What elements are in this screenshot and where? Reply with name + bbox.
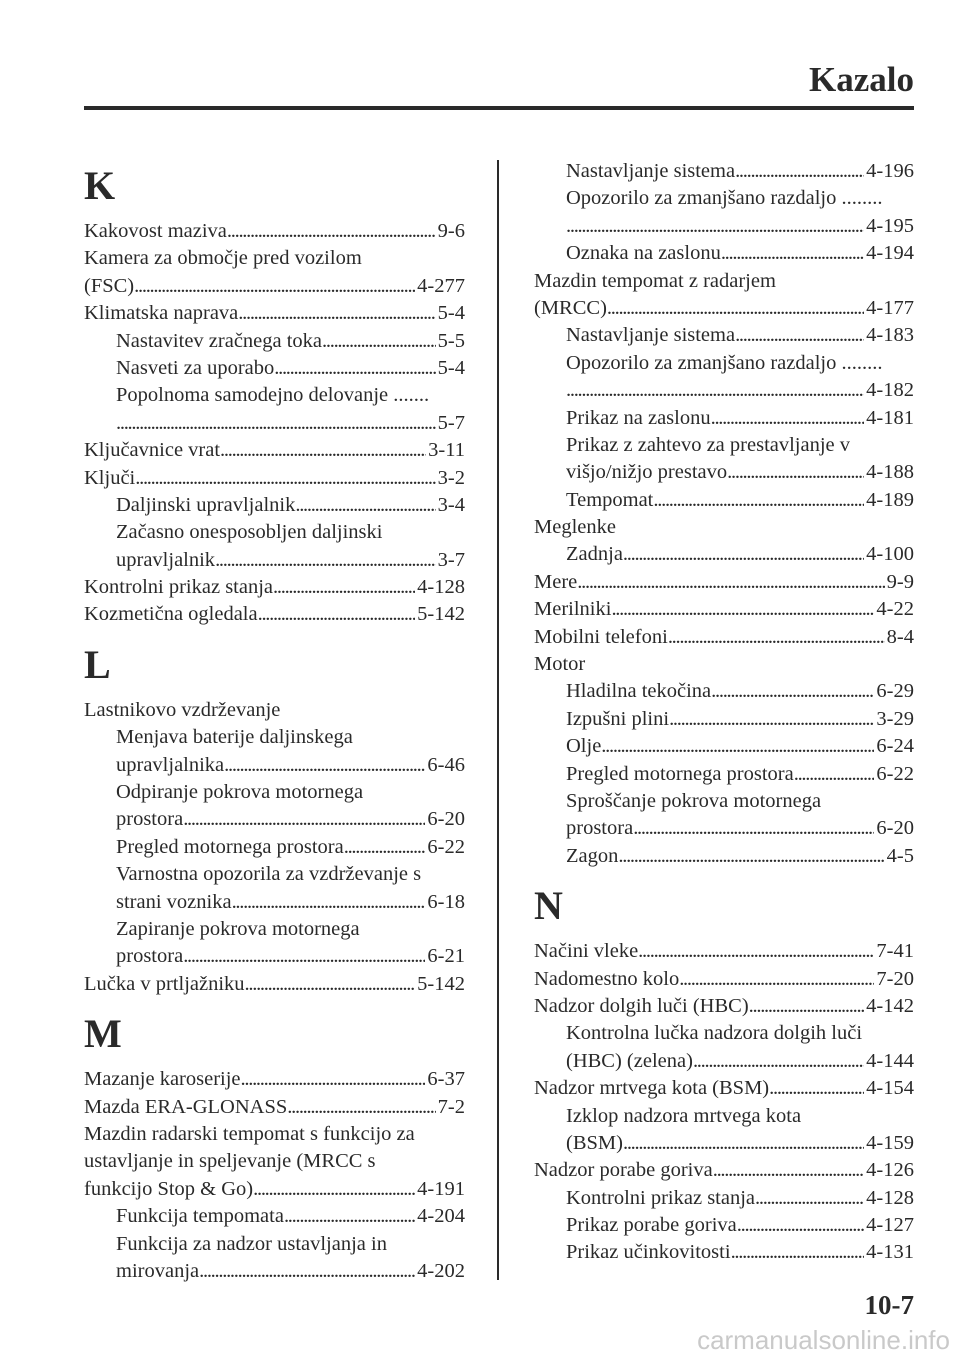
index-subentry bbox=[534, 815, 914, 842]
entry-term: Zapiranje pokrova motornega bbox=[116, 917, 360, 940]
entry-page-ref: 4-131 bbox=[866, 1241, 914, 1264]
index-subentry bbox=[84, 861, 465, 888]
entry-term: Prikaz učinkovitosti bbox=[566, 1241, 731, 1264]
entry-page-ref: 9-9 bbox=[886, 570, 914, 593]
entry-page-ref: 9-6 bbox=[437, 220, 465, 242]
dot-leader bbox=[611, 596, 874, 623]
entry-page-ref: 3-29 bbox=[876, 707, 914, 730]
entry-page-ref: 4-194 bbox=[866, 242, 914, 265]
entry-term: Oznaka na zaslonu bbox=[566, 242, 721, 265]
entry-page-ref: 7-2 bbox=[437, 1095, 465, 1118]
entry-page-ref: 4-195 bbox=[866, 214, 914, 237]
index-entry bbox=[84, 601, 465, 628]
dot-leader bbox=[653, 487, 864, 514]
entry-term: Nastavitev zračnega toka bbox=[116, 329, 323, 352]
index-entry bbox=[84, 218, 465, 245]
entry-term: Nasveti za uporabo bbox=[116, 356, 275, 379]
entry-term: Nadzor porabe goriva bbox=[534, 1159, 713, 1182]
dot-leader bbox=[322, 328, 436, 355]
dot-leader bbox=[633, 815, 874, 842]
index-entry bbox=[84, 1121, 465, 1148]
index-entry bbox=[84, 1094, 465, 1121]
entry-term: (HBC) (zelena) bbox=[566, 1049, 693, 1072]
entry-term: funkcijo Stop & Go) bbox=[84, 1177, 254, 1200]
index-subentry bbox=[534, 1185, 914, 1212]
entry-page-ref: 4-204 bbox=[417, 1205, 465, 1228]
entry-page-ref: 3-11 bbox=[428, 439, 465, 462]
index-entry bbox=[84, 697, 465, 724]
dot-leader bbox=[669, 706, 874, 733]
column-divider bbox=[497, 160, 499, 1280]
dot-leader bbox=[220, 437, 426, 464]
dot-leader bbox=[227, 218, 436, 245]
index-subentry bbox=[84, 1231, 465, 1258]
entry-page-ref: 5-4 bbox=[437, 356, 465, 379]
entry-term: Prikaz porabe goriva bbox=[566, 1214, 737, 1237]
entry-term: Popolnoma samodejno delovanje ....... bbox=[116, 384, 430, 407]
index-subentry bbox=[534, 377, 914, 404]
entry-page-ref: 4-128 bbox=[417, 576, 465, 599]
dot-leader bbox=[693, 1048, 864, 1075]
index-subentry bbox=[534, 733, 914, 760]
entry-term: Nadzor mrtvega kota (BSM) bbox=[534, 1077, 770, 1100]
dot-leader bbox=[241, 1066, 426, 1093]
entry-page-ref: 5-5 bbox=[437, 329, 465, 352]
index-subentry bbox=[84, 355, 465, 382]
entry-term: Izpušni plini bbox=[566, 707, 670, 730]
entry-page-ref: 4-191 bbox=[417, 1177, 465, 1200]
entry-page-ref: 4-189 bbox=[866, 488, 914, 511]
dot-leader bbox=[238, 300, 435, 327]
entry-page-ref: 6-20 bbox=[427, 808, 465, 831]
index-entry bbox=[84, 437, 465, 464]
entry-term: Zagon bbox=[566, 844, 619, 867]
dot-leader bbox=[721, 240, 864, 267]
entry-term: Odpiranje pokrova motornega bbox=[116, 781, 364, 804]
dot-leader bbox=[344, 834, 426, 861]
entry-page-ref: 4-22 bbox=[876, 598, 914, 621]
entry-page-ref: 3-7 bbox=[437, 548, 465, 571]
dot-leader bbox=[727, 459, 864, 486]
dot-leader bbox=[258, 601, 416, 628]
index-subentry bbox=[534, 788, 914, 815]
entry-term: Varnostna opozorila za vzdrževanje s bbox=[116, 863, 422, 886]
entry-term: Kozmetična ogledala bbox=[84, 603, 258, 626]
entry-term: ustavljanje in speljevanje (MRCC s bbox=[84, 1150, 376, 1173]
index-subentry bbox=[84, 943, 465, 970]
index-entry bbox=[534, 938, 914, 965]
entry-term: Daljinski upravljalnik bbox=[116, 493, 296, 516]
entry-term: Kakovost maziva bbox=[84, 220, 227, 242]
index-subentry bbox=[84, 547, 465, 574]
dot-leader bbox=[668, 624, 885, 651]
index-entry bbox=[534, 1075, 914, 1102]
entry-page-ref: 7-41 bbox=[876, 940, 914, 963]
entry-page-ref: 4-144 bbox=[866, 1049, 914, 1072]
dot-leader bbox=[769, 1075, 864, 1102]
dot-leader bbox=[566, 213, 864, 240]
index-subentry bbox=[534, 185, 914, 212]
dot-leader bbox=[711, 678, 874, 705]
index-entry bbox=[534, 596, 914, 623]
index-entry bbox=[534, 966, 914, 993]
index-entry bbox=[84, 245, 465, 272]
index-entry bbox=[84, 465, 465, 492]
entry-term: Kontrolni prikaz stanja bbox=[84, 576, 274, 599]
entry-page-ref: 4-159 bbox=[866, 1131, 914, 1154]
entry-term: Začasno onesposobljen daljinski bbox=[116, 521, 383, 544]
index-subentry bbox=[84, 889, 465, 916]
entry-page-ref: 4-182 bbox=[866, 379, 914, 402]
entry-term: višjo/nižjo prestavo bbox=[566, 461, 728, 484]
entry-term: (FSC) bbox=[84, 274, 135, 297]
entry-term: strani voznika bbox=[116, 890, 232, 913]
index-subentry bbox=[534, 678, 914, 705]
entry-term: Kamera za območje pred vozilom bbox=[84, 247, 362, 270]
entry-page-ref: 4-126 bbox=[866, 1159, 914, 1182]
dot-leader bbox=[755, 1185, 864, 1212]
index-subentry bbox=[84, 916, 465, 943]
entry-page-ref: 7-20 bbox=[876, 967, 914, 990]
entry-term: Mazanje karoserije bbox=[84, 1068, 241, 1091]
entry-page-ref: 6-22 bbox=[876, 762, 914, 785]
entry-term: Opozorilo za zmanjšano razdaljo ........ bbox=[566, 187, 883, 210]
entry-term: Olje bbox=[566, 735, 602, 758]
dot-leader bbox=[183, 943, 425, 970]
page-title: Kazalo bbox=[809, 60, 914, 99]
dot-leader bbox=[253, 1176, 415, 1203]
index-subentry bbox=[84, 519, 465, 546]
index-subentry bbox=[534, 843, 914, 870]
page-number: 10-7 bbox=[864, 1290, 914, 1320]
entry-page-ref: 4-196 bbox=[866, 160, 914, 182]
entry-page-ref: 4-127 bbox=[866, 1214, 914, 1237]
entry-page-ref: 5-142 bbox=[417, 972, 465, 995]
index-subentry bbox=[534, 1212, 914, 1239]
entry-term: Kontrolna lučka nadzora dolgih luči bbox=[566, 1022, 863, 1045]
index-subentry bbox=[534, 158, 914, 185]
entry-term: prostora bbox=[566, 817, 634, 840]
entry-page-ref: 4-183 bbox=[866, 324, 914, 347]
entry-page-ref: 4-154 bbox=[866, 1077, 914, 1100]
entry-page-ref: 4-5 bbox=[886, 844, 914, 867]
index-subentry bbox=[534, 213, 914, 240]
index-subentry bbox=[534, 1103, 914, 1130]
index-subentry bbox=[534, 1130, 914, 1157]
index-entry bbox=[84, 273, 465, 300]
entry-page-ref: 5-4 bbox=[437, 302, 465, 325]
index-entry bbox=[84, 574, 465, 601]
entry-term: upravljalnik bbox=[116, 548, 216, 571]
index-subentry bbox=[534, 1020, 914, 1047]
entry-term: Mazda ERA-GLONASS bbox=[84, 1095, 288, 1118]
dot-leader bbox=[794, 761, 875, 788]
entry-page-ref: 6-18 bbox=[427, 890, 465, 913]
entry-term: Ključavnice vrat bbox=[84, 439, 221, 462]
entry-term: Funkcija za nadzor ustavljanja in bbox=[116, 1232, 387, 1255]
watermark: carmanualsonline.info bbox=[697, 1325, 950, 1355]
entry-term: Menjava baterije daljinskega bbox=[116, 726, 353, 749]
index-entry bbox=[534, 514, 914, 541]
entry-term: Tempomat bbox=[566, 488, 654, 511]
entry-page-ref: 4-128 bbox=[866, 1186, 914, 1209]
index-subentry bbox=[84, 1203, 465, 1230]
entry-page-ref: 6-37 bbox=[427, 1068, 465, 1091]
index-subentry bbox=[84, 328, 465, 355]
entry-page-ref: 4-100 bbox=[866, 543, 914, 566]
dot-leader bbox=[295, 492, 435, 519]
section-letter: L bbox=[84, 641, 111, 687]
entry-page-ref: 4-202 bbox=[417, 1259, 465, 1282]
entry-term: Motor bbox=[534, 653, 586, 676]
entry-page-ref: 6-22 bbox=[427, 835, 465, 858]
index-subentry bbox=[534, 761, 914, 788]
index-entry bbox=[84, 971, 465, 998]
index-subentry bbox=[534, 322, 914, 349]
entry-page-ref: 6-20 bbox=[876, 817, 914, 840]
entry-term: mirovanja bbox=[116, 1259, 200, 1282]
index-subentry bbox=[534, 240, 914, 267]
index-entry bbox=[84, 1176, 465, 1203]
entry-page-ref: 4-177 bbox=[866, 296, 914, 319]
dot-leader bbox=[749, 993, 865, 1020]
entry-term: prostora bbox=[116, 945, 184, 968]
entry-term: Nastavljanje sistema bbox=[566, 160, 736, 182]
index-subentry bbox=[534, 706, 914, 733]
entry-term: (MRCC) bbox=[534, 296, 607, 319]
index-subentry bbox=[534, 405, 914, 432]
dot-leader bbox=[735, 322, 864, 349]
dot-leader bbox=[287, 1094, 435, 1121]
entry-page-ref: 4-142 bbox=[866, 994, 914, 1017]
index-subentry bbox=[84, 492, 465, 519]
index-entry bbox=[84, 300, 465, 327]
index-subentry bbox=[534, 432, 914, 459]
index-entry bbox=[84, 1148, 465, 1175]
entry-term: Zadnja bbox=[566, 543, 623, 566]
entry-page-ref: 4-188 bbox=[866, 461, 914, 484]
dot-leader bbox=[618, 843, 884, 870]
entry-term: Prikaz z zahtevo za prestavljanje v bbox=[566, 433, 851, 456]
section-letter: M bbox=[84, 1011, 122, 1057]
entry-term: Klimatska naprava bbox=[84, 302, 239, 325]
dot-leader bbox=[713, 1157, 864, 1184]
entry-term: Lastnikovo vzdrževanje bbox=[84, 698, 281, 721]
entry-page-ref: 3-4 bbox=[437, 493, 465, 516]
entry-term: Ključi bbox=[84, 466, 136, 489]
entry-term: Nadzor dolgih luči (HBC) bbox=[534, 994, 749, 1017]
index-subentry bbox=[84, 834, 465, 861]
dot-leader bbox=[284, 1203, 415, 1230]
index-subentry bbox=[84, 724, 465, 751]
dot-leader bbox=[183, 806, 425, 833]
entry-term: Lučka v prtljažniku bbox=[84, 972, 245, 995]
entry-term: (BSM) bbox=[566, 1131, 623, 1154]
entry-page-ref: 6-46 bbox=[427, 753, 465, 776]
dot-leader bbox=[232, 889, 426, 916]
dot-leader bbox=[134, 273, 415, 300]
dot-leader bbox=[199, 1258, 415, 1285]
entry-term: Načini vleke bbox=[534, 940, 639, 963]
index-subentry bbox=[84, 779, 465, 806]
index-subentry bbox=[534, 350, 914, 377]
index-subentry bbox=[534, 459, 914, 486]
index-subentry bbox=[84, 806, 465, 833]
index-column-right bbox=[534, 158, 914, 1267]
section-letter: N bbox=[534, 883, 563, 929]
entry-term: Mazdin tempomat z radarjem bbox=[534, 269, 776, 292]
index-subentry bbox=[84, 752, 465, 779]
entry-term: Mazdin radarski tempomat s funkcijo za bbox=[84, 1122, 415, 1145]
index-subentry bbox=[84, 382, 465, 409]
entry-page-ref: 8-4 bbox=[886, 625, 914, 648]
index-column-left bbox=[84, 158, 465, 1285]
entry-term: Merilniki bbox=[534, 598, 612, 621]
dot-leader bbox=[607, 295, 864, 322]
dot-leader bbox=[737, 1212, 864, 1239]
dot-leader bbox=[735, 158, 864, 185]
entry-term: Funkcija tempomata bbox=[116, 1205, 284, 1228]
dot-leader bbox=[116, 410, 436, 437]
entry-term: Nastavljanje sistema bbox=[566, 324, 736, 347]
index-entry bbox=[534, 295, 914, 322]
index-entry bbox=[534, 268, 914, 295]
dot-leader bbox=[566, 377, 864, 404]
entry-page-ref: 5-7 bbox=[437, 411, 465, 434]
dot-leader bbox=[679, 966, 874, 993]
index-entry bbox=[534, 569, 914, 596]
index-entry bbox=[534, 993, 914, 1020]
dot-leader bbox=[245, 971, 416, 998]
dot-leader bbox=[711, 405, 865, 432]
dot-leader bbox=[273, 574, 415, 601]
entry-term: Hladilna tekočina bbox=[566, 680, 712, 703]
entry-term: Pregled motornega prostora bbox=[566, 762, 794, 785]
entry-term: Opozorilo za zmanjšano razdaljo ........ bbox=[566, 351, 883, 374]
dot-leader bbox=[623, 541, 864, 568]
index-entry bbox=[534, 651, 914, 678]
entry-page-ref: 4-277 bbox=[417, 274, 465, 297]
index-subentry bbox=[534, 487, 914, 514]
entry-page-ref: 4-181 bbox=[866, 406, 914, 429]
index-entry bbox=[84, 1066, 465, 1093]
dot-leader bbox=[638, 938, 874, 965]
index-subentry bbox=[534, 541, 914, 568]
entry-term: Mobilni telefoni bbox=[534, 625, 668, 648]
entry-term: upravljalnika bbox=[116, 753, 225, 776]
entry-term: Izklop nadzora mrtvega kota bbox=[566, 1104, 802, 1127]
entry-page-ref: 6-21 bbox=[427, 945, 465, 968]
entry-term: Sproščanje pokrova motornega bbox=[566, 789, 822, 812]
entry-term: Prikaz na zaslonu bbox=[566, 406, 711, 429]
entry-term: Meglenke bbox=[534, 516, 616, 539]
index-subentry bbox=[84, 1258, 465, 1285]
entry-page-ref: 3-2 bbox=[437, 466, 465, 489]
index-entry bbox=[534, 1157, 914, 1184]
entry-term: prostora bbox=[116, 808, 184, 831]
header-rule bbox=[84, 106, 914, 110]
dot-leader bbox=[135, 465, 435, 492]
entry-page-ref: 6-24 bbox=[876, 735, 914, 758]
dot-leader bbox=[274, 355, 435, 382]
entry-term: Kontrolni prikaz stanja bbox=[566, 1186, 756, 1209]
dot-leader bbox=[601, 733, 874, 760]
index-entry bbox=[534, 624, 914, 651]
entry-term: Pregled motornega prostora bbox=[116, 835, 344, 858]
dot-leader bbox=[577, 569, 884, 596]
dot-leader bbox=[731, 1239, 865, 1266]
entry-page-ref: 6-29 bbox=[876, 680, 914, 703]
index-subentry bbox=[84, 410, 465, 437]
entry-page-ref: 5-142 bbox=[417, 603, 465, 626]
index-subentry bbox=[534, 1048, 914, 1075]
dot-leader bbox=[623, 1130, 864, 1157]
dot-leader bbox=[224, 752, 425, 779]
dot-leader bbox=[215, 547, 436, 574]
section-letter: K bbox=[84, 163, 116, 208]
entry-term: Nadomestno kolo bbox=[534, 967, 680, 990]
entry-term: Mere bbox=[534, 570, 578, 593]
index-subentry bbox=[534, 1239, 914, 1266]
